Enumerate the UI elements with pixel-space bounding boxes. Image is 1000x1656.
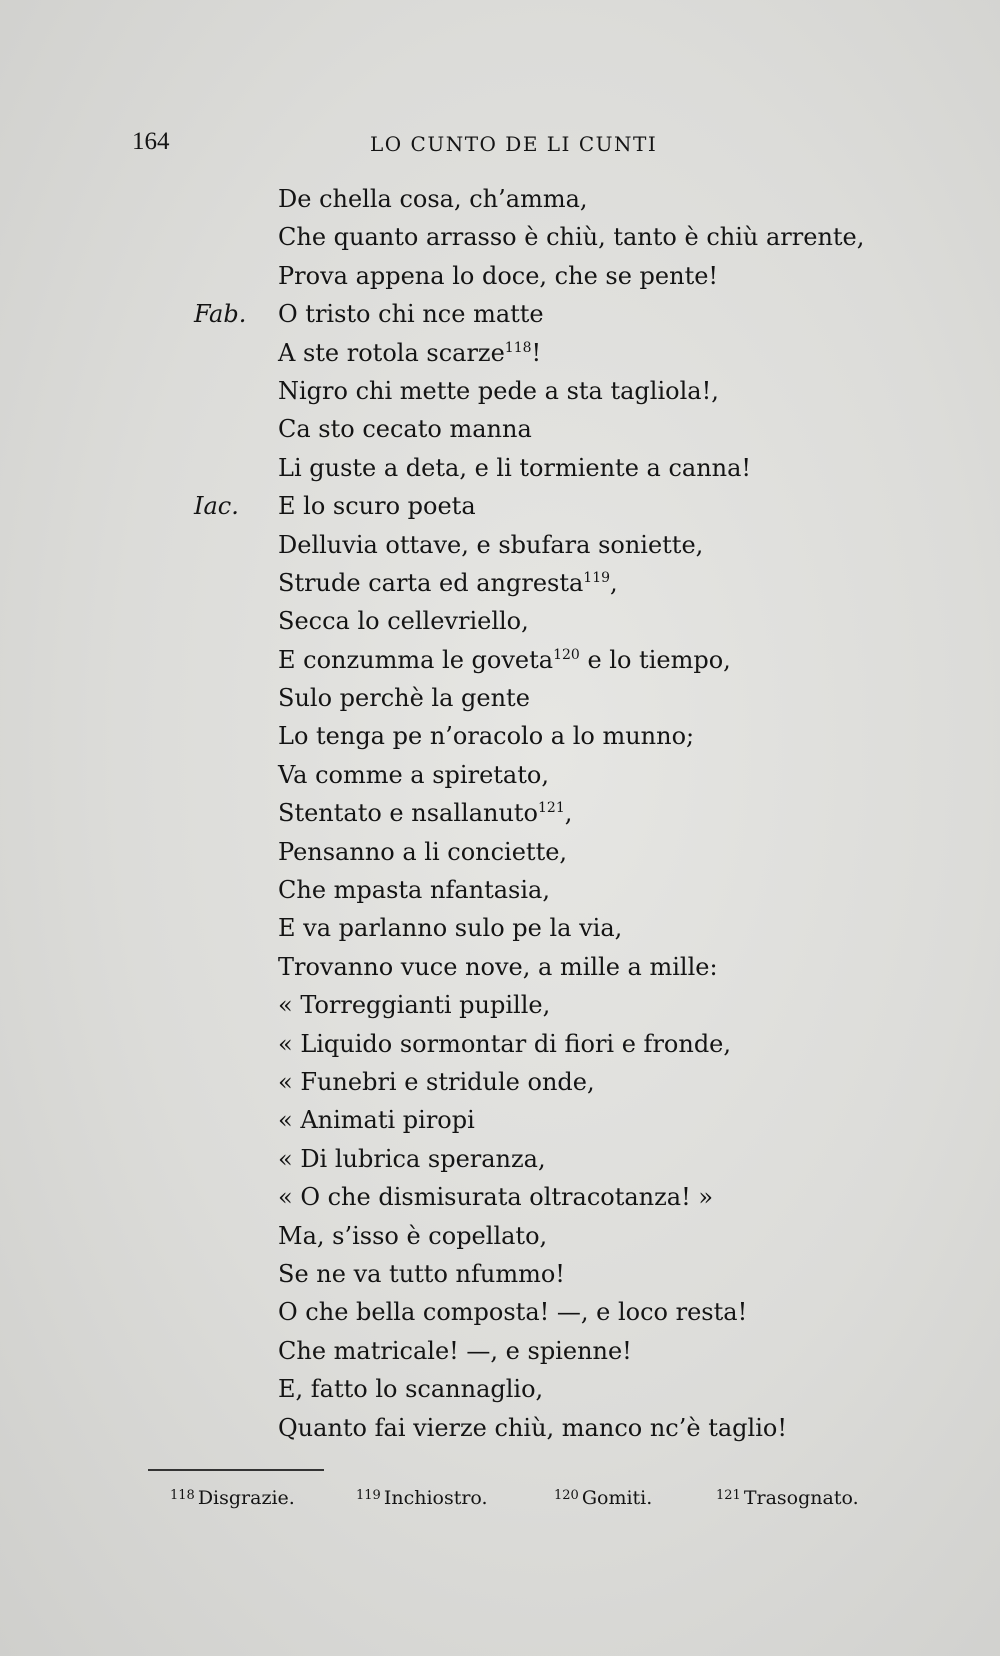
verse-line-text: O che bella composta! —, e loco resta! (278, 1298, 748, 1327)
verse-line (180, 180, 940, 218)
speaker-label: Iac. (194, 492, 239, 521)
verse-line (180, 1101, 940, 1139)
verse-line-text: « Funebri e stridule onde, (278, 1067, 595, 1096)
verse-text (278, 1101, 475, 1139)
verse-line (180, 410, 940, 448)
verse-text (278, 794, 572, 832)
page-title: LO CUNTO DE LI CUNTI (370, 132, 658, 156)
verse-text (278, 372, 719, 410)
verse-text (278, 1255, 565, 1293)
verse-line (180, 1255, 940, 1293)
verse-line-tail: e lo tiempo, (579, 645, 731, 674)
verse-line (180, 218, 940, 256)
verse-line-text: Pensanno a li conciette, (278, 837, 568, 866)
verse-line (180, 1293, 940, 1331)
verse-text (278, 1293, 747, 1331)
footnote-divider (148, 1469, 324, 1471)
verse-line-text: E, fatto lo scannaglio, (278, 1375, 544, 1404)
verse-line (180, 449, 940, 487)
verse-line (180, 372, 940, 410)
footnote-text: Trasognato. (743, 1487, 859, 1509)
verse-line-text: Li guste a deta, e li tormiente a canna! (278, 453, 752, 482)
verse-line-text: Ca sto cecato manna (278, 415, 532, 444)
verse-line (180, 1063, 940, 1101)
verse-line (180, 756, 940, 794)
verse-text (278, 1140, 546, 1178)
verse-line-text: Prova appena lo doce, che se pente! (278, 261, 719, 290)
verse-text (278, 1025, 731, 1063)
verse-line (180, 679, 940, 717)
verse-line-text: « O che dismisurata oltracotanza! » (278, 1183, 714, 1212)
footnote (716, 1487, 859, 1509)
footnote-text: Inchiostro. (383, 1487, 488, 1509)
verse-text (278, 756, 549, 794)
footnotes (170, 1487, 910, 1527)
verse-line-tail: , (610, 568, 618, 597)
verse-text (278, 717, 694, 755)
verse-line-text: « Torreggianti pupille, (278, 991, 551, 1020)
verse-line (180, 641, 940, 679)
verse-line (180, 295, 940, 333)
verse-line-text: « Liquido sormontar di fiori e fronde, (278, 1029, 732, 1058)
verse-line (180, 1217, 940, 1255)
verse-text (278, 180, 588, 218)
verse-text (278, 1409, 787, 1447)
verse-text (278, 679, 530, 717)
verse-line-text: Va comme a spiretato, (278, 760, 549, 789)
verse-line-text: Che quanto arrasso è chiù, tanto è chiù arrente, (278, 223, 865, 252)
verse-line-text: « Di lubrica speranza, (278, 1144, 546, 1173)
verse-text (278, 449, 751, 487)
verse-text (278, 487, 476, 525)
verse-line (180, 871, 940, 909)
verse-line (180, 487, 940, 525)
verse-text (278, 833, 567, 871)
verse-text (278, 602, 529, 640)
verse-line-text: A ste rotola scarze (278, 338, 505, 367)
footnote-reference: 121 (538, 800, 565, 817)
page-number: 164 (132, 128, 170, 155)
verse-text (278, 1178, 713, 1216)
verse-text (278, 564, 618, 602)
verse-line-text: Quanto fai vierze chiù, manco nc’è taglio! (278, 1413, 787, 1442)
verse-text (278, 1063, 595, 1101)
speaker-label: Fab. (194, 300, 247, 329)
verse-text (278, 334, 541, 372)
verse-line (180, 334, 940, 372)
footnote (554, 1487, 652, 1509)
verse-line (180, 794, 940, 832)
footnote-text: Gomiti. (581, 1487, 653, 1509)
verse-text (278, 986, 550, 1024)
footnote-number: 121 (716, 1488, 741, 1503)
footnote-number: 118 (170, 1488, 195, 1503)
verse-text (278, 295, 544, 333)
verse-line-text: Stentato e nsallanuto (278, 799, 539, 828)
verse-line-text: « Animati piropi (278, 1106, 475, 1135)
verse-line (180, 986, 940, 1024)
verse-line (180, 1370, 940, 1408)
verse-block (180, 180, 940, 1447)
verse-text (278, 1332, 632, 1370)
verse-line-text: Sulo perchè la gente (278, 684, 530, 713)
verse-line-text: Ma, s’isso è copellato, (278, 1221, 548, 1250)
verse-line (180, 1140, 940, 1178)
verse-line (180, 1409, 940, 1447)
verse-text (278, 218, 864, 256)
verse-line (180, 564, 940, 602)
verse-line (180, 948, 940, 986)
running-head (132, 128, 732, 162)
verse-text (278, 909, 622, 947)
verse-line (180, 602, 940, 640)
verse-text (278, 1370, 543, 1408)
verse-line-tail: , (564, 799, 573, 828)
verse-line (180, 257, 940, 295)
verse-line (180, 717, 940, 755)
verse-line-text: De chella cosa, ch’amma, (278, 185, 588, 213)
verse-text (278, 641, 731, 679)
verse-line-text: E conzumma le goveta (278, 645, 554, 674)
verse-line-text: Se ne va tutto nfummo! (278, 1259, 565, 1288)
verse-line-text: Trovanno vuce nove, a mille a mille: (278, 952, 718, 981)
footnote-text: Disgrazie. (197, 1487, 295, 1509)
verse-line (180, 1025, 940, 1063)
footnote-reference: 119 (583, 569, 611, 586)
verse-line-tail: ! (531, 338, 542, 367)
footnote-number: 119 (356, 1488, 381, 1503)
verse-text (278, 257, 718, 295)
verse-line-text: Nigro chi mette pede a sta tagliola!, (278, 376, 719, 405)
verse-line (180, 833, 940, 871)
verse-text (278, 1217, 547, 1255)
footnote-reference: 120 (553, 646, 580, 663)
verse-line-text: E va parlanno sulo pe la via, (278, 914, 623, 943)
verse-line-text: Che matricale! —, e spienne! (278, 1336, 632, 1365)
footnote-number: 120 (554, 1488, 579, 1503)
verse-text (278, 526, 703, 564)
verse-text (278, 871, 550, 909)
footnote (170, 1487, 295, 1509)
verse-line (180, 1178, 940, 1216)
verse-line-text: Strude carta ed angresta (278, 568, 584, 597)
verse-line (180, 526, 940, 564)
verse-line-text: Secca lo cellevriello, (278, 607, 529, 636)
verse-line-text: O tristo chi nce matte (278, 300, 544, 329)
verse-line-text: Delluvia ottave, e sbufara soniette, (278, 530, 704, 559)
footnote-reference: 118 (504, 339, 532, 356)
verse-line (180, 909, 940, 947)
verse-line (180, 1332, 940, 1370)
verse-line-text: Che mpasta nfantasia, (278, 876, 550, 905)
verse-line-text: E lo scuro poeta (278, 492, 476, 521)
verse-text (278, 410, 532, 448)
footnote (356, 1487, 488, 1509)
verse-text (278, 948, 718, 986)
verse-line-text: Lo tenga pe n’oracolo a lo munno; (278, 722, 695, 751)
